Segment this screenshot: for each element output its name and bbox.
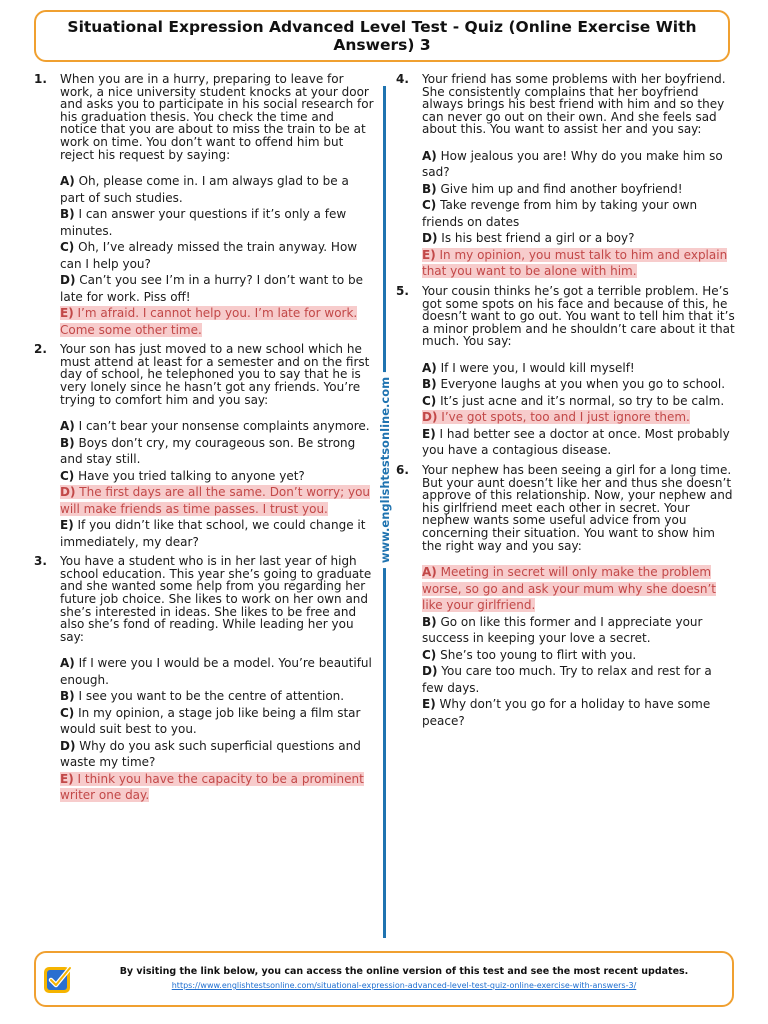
- option-text: Everyone laughs at you when you go to school.: [440, 377, 726, 392]
- question-5: [396, 285, 736, 459]
- option-text: You care too much. Try to relax and rest for a few days.: [422, 664, 712, 695]
- option-text: Is his best friend a girl or a boy?: [441, 231, 635, 246]
- option-text: Have you tried talking to anyone yet?: [78, 468, 305, 483]
- option-text: Can’t you see I’m in a hurry? I don’t want to be late for work. Piss off!: [60, 273, 363, 304]
- answer-option: [60, 206, 374, 239]
- option-letter: A): [422, 148, 437, 163]
- option-text: Give him up and find another boyfriend!: [440, 181, 683, 196]
- answer-option: [422, 197, 736, 230]
- question-number: 1.: [34, 72, 47, 86]
- option-letter: D): [422, 664, 438, 679]
- option-text: I’ve got spots, too and I just ignore them.: [441, 410, 690, 425]
- answer-option: [60, 688, 374, 705]
- question-1: [34, 73, 374, 338]
- option-letter: D): [60, 738, 76, 753]
- option-text: Why do you ask such superficial questions and waste my time?: [60, 738, 361, 770]
- answer-option-correct: [60, 305, 374, 338]
- option-text: If you didn’t like that school, we could change it immediately, my dear?: [60, 518, 366, 549]
- answer-option-correct: [422, 247, 736, 280]
- option-letter: C): [422, 647, 437, 662]
- question-2: [34, 343, 374, 550]
- checkbox-check-icon: [42, 963, 74, 995]
- option-text: In my opinion, you must talk to him and explain that you want to be alone with him.: [422, 247, 728, 279]
- question-3: [34, 555, 374, 804]
- option-text: Boys don’t cry, my courageous son. Be strong and stay still.: [60, 435, 356, 467]
- answer-option: [422, 376, 736, 393]
- option-text: Meeting in secret will only make the problem worse, so go and ask your mum why she doesn’t like your girlfriend.: [422, 565, 716, 613]
- option-letter: C): [422, 393, 437, 408]
- option-text: How jealous you are! Why do you make him so sad?: [422, 148, 723, 180]
- answer-option: [60, 173, 374, 206]
- question-body: [422, 73, 736, 280]
- question-6: [396, 464, 736, 729]
- option-letter: E): [422, 247, 436, 262]
- option-letter: B): [422, 614, 437, 629]
- answer-option: [60, 517, 374, 550]
- right-column: [396, 73, 736, 734]
- footer-text: By visiting the link below, you can access the online version of this test and see the most recent updates.: [119, 966, 689, 977]
- option-letter: D): [60, 273, 76, 288]
- site-watermark: www.englishtestsonline.com: [378, 372, 392, 568]
- answer-option: [422, 230, 736, 247]
- option-letter: A): [60, 174, 75, 189]
- question-number: 3.: [34, 554, 47, 569]
- answer-option: [422, 148, 736, 181]
- question-text: Your nephew has been seeing a girl for a long time. But your aunt doesn’t like her and thus she doesn’t approve of this relationship. Now, your nephew and his girlfriend meet each other in secret. Your nephew wants some useful advice from you concerning their situation. You want to show him the right way and you say:: [422, 462, 733, 553]
- option-text: I can’t bear your nonsense complaints anymore.: [78, 419, 370, 434]
- question-number: 6.: [396, 462, 409, 477]
- answer-option: [422, 393, 736, 410]
- question-text: When you are in a hurry, preparing to leave for work, a nice university student knocks at your door and asks you to participate in his social research for his graduation thesis. You check the time and notice that you are about to miss the train to be at work on time. You don’t want to offend him but reject his request by saying:: [60, 72, 374, 162]
- answer-option: [422, 696, 736, 729]
- answer-option-correct: [422, 564, 736, 614]
- option-letter: E): [422, 697, 436, 712]
- option-letter: B): [60, 689, 75, 704]
- answer-option: [422, 614, 736, 647]
- option-letter: C): [422, 198, 437, 213]
- option-text: Oh, please come in. I am always glad to be a part of such studies.: [60, 174, 349, 205]
- answer-option: [422, 663, 736, 696]
- question-text: Your friend has some problems with her boyfriend. She consistently complains that her boyfriend always brings his best friend with him and so they can never go out on their own. And she feels sad about this. You want to assist her and you say:: [422, 72, 726, 137]
- option-letter: C): [60, 468, 75, 483]
- option-text: Oh, I’ve already missed the train anyway. How can I help you?: [60, 240, 358, 271]
- answer-option-correct: [60, 771, 374, 804]
- option-letter: C): [60, 240, 75, 255]
- option-letter: A): [60, 656, 75, 671]
- option-letter: D): [422, 231, 438, 246]
- question-body: [422, 285, 736, 459]
- option-letter: E): [422, 426, 436, 441]
- question-number: 5.: [396, 283, 409, 298]
- answer-option: [422, 426, 736, 459]
- answer-option: [60, 435, 374, 468]
- option-text: Go on like this former and I appreciate your success in keeping your love a secret.: [422, 614, 703, 646]
- footer-box: [34, 951, 734, 1007]
- option-letter: E): [60, 518, 74, 533]
- question-4: [396, 73, 736, 280]
- answer-option: [60, 239, 374, 272]
- left-column: [34, 73, 374, 809]
- answer-option: [60, 272, 374, 305]
- answer-option: [60, 738, 374, 771]
- answer-option-correct: [422, 409, 736, 426]
- option-text: I’m afraid. I cannot help you. I’m late for work. Come some other time.: [60, 306, 358, 337]
- question-body: [422, 464, 736, 729]
- question-text: Your son has just moved to a new school which he must attend at least for a semester and on the first day of school, he telephoned you to say that he is very lonely since he hasn’t got any friends. You’re trying to comfort him and you say:: [60, 342, 370, 407]
- question-body: [60, 555, 374, 804]
- option-text: Take revenge from him by taking your own friends on dates: [422, 198, 698, 229]
- option-text: In my opinion, a stage job like being a film star would suit best to you.: [60, 705, 361, 737]
- title-box: [34, 10, 730, 62]
- question-body: [60, 73, 374, 338]
- question-number: 4.: [396, 72, 409, 86]
- option-text: It’s just acne and it’s normal, so try to be calm.: [440, 393, 725, 408]
- answer-option: [60, 655, 374, 688]
- answer-option: [422, 360, 736, 377]
- question-number: 2.: [34, 342, 47, 357]
- answer-option: [60, 468, 374, 485]
- option-letter: B): [422, 181, 437, 196]
- answer-option: [60, 418, 374, 435]
- answer-option-correct: [60, 484, 374, 517]
- option-letter: A): [422, 360, 437, 375]
- footer-link[interactable]: https://www.englishtestsonline.com/situational-expression-advanced-level-test-quiz-online-exercise-with-answers-3/: [171, 981, 637, 990]
- option-letter: C): [60, 705, 75, 720]
- answer-option: [422, 647, 736, 664]
- option-letter: D): [60, 485, 76, 500]
- option-text: The first days are all the same. Don’t worry; you will make friends as time passes. I trust you.: [60, 485, 371, 516]
- option-text: If I were you I would be a model. You’re beautiful enough.: [60, 656, 372, 687]
- option-letter: B): [60, 435, 75, 450]
- option-letter: E): [60, 306, 74, 321]
- option-letter: A): [422, 565, 437, 580]
- option-letter: D): [422, 410, 438, 425]
- option-text: I see you want to be the centre of attention.: [78, 689, 345, 704]
- page-title: Situational Expression Advanced Level Test - Quiz (Online Exercise With Answers) 3: [67, 18, 697, 54]
- option-letter: A): [60, 419, 75, 434]
- option-text: She’s too young to flirt with you.: [440, 647, 637, 662]
- option-letter: B): [422, 377, 437, 392]
- option-text: If I were you, I would kill myself!: [440, 360, 635, 375]
- question-text: You have a student who is in her last year of high school education. This year she’s going to graduate and she wanted some help from you regarding her future job choice. She likes to work on her own and she’s interested in ideas. She likes to be free and also she’s fond of reading. While leading her you say:: [60, 554, 372, 644]
- option-text: I had better see a doctor at once. Most probably you have a contagious disease.: [422, 426, 730, 458]
- question-body: [60, 343, 374, 550]
- option-text: I think you have the capacity to be a prominent writer one day.: [60, 771, 364, 803]
- option-letter: E): [60, 771, 74, 786]
- option-text: Why don’t you go for a holiday to have some peace?: [422, 697, 711, 728]
- answer-option: [60, 705, 374, 738]
- answer-option: [422, 181, 736, 198]
- option-text: I can answer your questions if it’s only a few minutes.: [60, 207, 347, 238]
- option-letter: B): [60, 207, 75, 222]
- question-text: Your cousin thinks he’s got a terrible problem. He’s got some spots on his face and because of this, he doesn’t want to go out. You want to tell him that it’s a minor problem and he shouldn’t care about it that much. You say:: [422, 283, 735, 349]
